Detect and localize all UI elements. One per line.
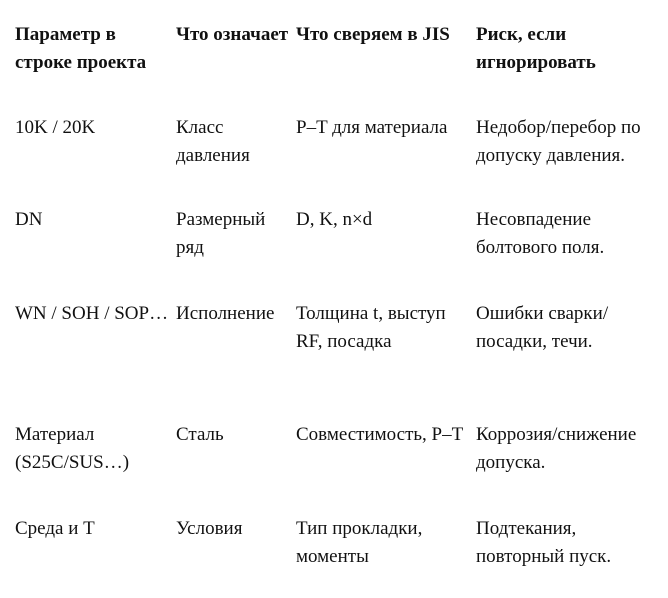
cell-jis-check: D, K, n×d [296, 209, 373, 230]
cell-risk: Несовпадение болтового поля. [476, 209, 605, 258]
cell-meaning: Условия [176, 518, 243, 539]
cell-meaning: Класс давления [176, 117, 250, 166]
header-parameter: Параметр в строке проекта [15, 24, 147, 73]
cell-jis-check: Толщина t, выступ RF, посадка [296, 303, 446, 352]
header-jis-check: Что сверяем в JIS [296, 24, 450, 45]
table-row [0, 491, 668, 579]
cell-risk: Коррозия/снижение допуска. [476, 424, 637, 473]
table-row [0, 397, 668, 491]
cell-parameter: WN / SOH / SOP… [15, 303, 169, 324]
cell-risk: Недобор/перебор по допуску давления. [476, 117, 641, 166]
cell-parameter: Материал (S25C/SUS…) [15, 424, 130, 473]
table-header-row [0, 0, 668, 88]
cell-jis-check: Совместимость, P–T [296, 424, 464, 445]
cell-jis-check: Тип прокладки, моменты [296, 518, 423, 567]
table-row [0, 88, 668, 182]
table-row [0, 182, 668, 276]
cell-parameter: Среда и T [15, 518, 95, 539]
header-risk: Риск, если игнорировать [476, 24, 596, 73]
cell-parameter: DN [15, 209, 43, 230]
table-row [0, 276, 668, 397]
cell-risk: Ошибки сварки/посадки, течи. [476, 303, 609, 352]
cell-risk: Подтекания, повторный пуск. [476, 518, 612, 567]
cell-parameter: 10K / 20K [15, 117, 96, 138]
cell-meaning: Размерный ряд [176, 209, 266, 258]
cell-meaning: Исполнение [176, 303, 275, 324]
header-meaning: Что означает [176, 24, 289, 45]
cell-jis-check: P–T для материала [296, 117, 448, 138]
cell-meaning: Сталь [176, 424, 224, 445]
